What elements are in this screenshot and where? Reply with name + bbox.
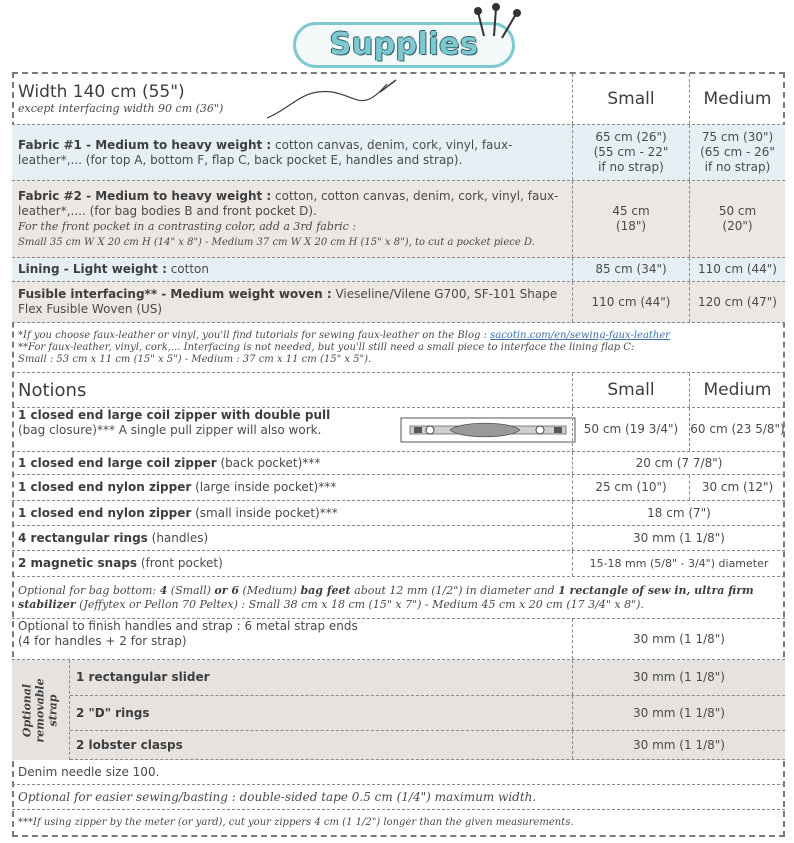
lining-row [12,258,785,282]
notions-medium-header: Medium [689,373,785,407]
fabric-footnote-row [12,323,785,373]
zipper-3-name: 1 closed end nylon zipper [18,480,192,494]
fabric-1-row [12,125,785,181]
zipper-3-small: 25 cm (10") [572,475,689,500]
feet-bold-2: or 6 [214,583,240,597]
size-small-header: Small [572,74,689,124]
zipper-2-value: 20 cm (7 7/8") [572,452,785,474]
zipper-1-small: 50 cm (19 3/4") [572,408,689,451]
thread-icon [262,78,402,122]
faux-leather-link[interactable]: sacotin.com/en/sewing-faux-leather [490,329,671,341]
footnote-interfacing: **For faux-leather, vinyl, cork,... Interfacing is not needed, but you'll still need a small piece to interface the lining flap C: [18,341,635,353]
fabric-1-small-3: if no strap) [598,160,664,174]
fabric-1-medium-3: if no strap) [704,160,771,174]
page-title: Supplies [329,27,479,62]
strap-item-row [70,731,785,760]
rings-desc: (handles) [147,530,209,545]
snaps-row [12,551,785,577]
zipper-2-desc: (back pocket)*** [216,455,321,470]
zipper-2-row [12,452,785,475]
rings-value: 30 mm (1 1/8") [572,526,785,550]
notions-footnote-row [12,810,785,835]
fusible-name: Fusible interfacing** - Medium weight woven : [18,287,332,301]
fabric-2-small-1: 45 cm [612,204,650,218]
fabric-1-small-1: 65 cm (26") [595,130,667,144]
feet-bold-1: 4 [159,583,168,597]
width-label: Width 140 cm (55") [18,82,185,102]
feet-text-1: Optional for bag bottom: [18,583,160,597]
notions-small-header: Small [572,373,689,407]
fabric-2-note-1: For the front pocket in a contrasting color, add a 3rd fabric : [18,220,357,233]
feet-text-2: (Small) [167,583,215,597]
zipper-4-desc: (small inside pocket)*** [191,505,338,520]
fabric-1-desc: cotton canvas, denim, cork, vinyl, faux-leather*,... (for top A, bottom F, flap C, back pocket E, handles and strap). [18,137,513,167]
fabric-2-row [12,181,785,258]
strap-ends-value: 30 mm (1 1/8") [572,619,785,659]
zipper-3-medium: 30 cm (12") [689,475,785,500]
fabric-1-name: Fabric #1 - Medium to heavy weight : [18,137,272,152]
fusible-medium: 120 cm (47") [689,282,785,322]
strap-item-value: 30 mm (1 1/8") [572,660,785,695]
strap-group-label [12,660,70,760]
strap-item-row [70,660,785,696]
interfacing-width-note: except interfacing width 90 cm (36") [18,102,224,115]
notions-title: Notions [18,379,87,401]
fabric-1-small-2: (55 cm - 22" [593,145,669,159]
snaps-desc: (front pocket) [137,556,223,570]
footnote-lining-flap: Small : 53 cm x 11 cm (15" x 5") - Medium : 37 cm x 11 cm (15" x 5"). [18,353,372,365]
zipper-icon [400,417,576,443]
zipper-1-medium: 60 cm (23 5/8") [689,408,785,451]
strap-ends-line-2: (4 for handles + 2 for strap) [18,634,187,648]
fabric-1-medium-1: 75 cm (30") [701,130,774,144]
feet-bold-4: 1 rectangle of sew in, ultra firm stabilizer [18,583,754,611]
fabric-2-name: Fabric #2 - Medium to heavy weight : [18,189,272,203]
zipper-4-value: 18 cm (7") [572,501,785,525]
strap-ends-line-1: Optional to finish handles and strap : 6 metal strap ends [18,619,358,633]
fusible-small: 110 cm (44") [572,282,689,322]
fusible-desc: Vieseline/Vilene G700, SF-101 Shape Flex Fusible Woven (US) [18,287,558,316]
strap-item-name: 2 lobster clasps [76,737,183,752]
tape-row [12,785,785,810]
zipper-4-name: 1 closed end nylon zipper [18,505,192,520]
strap-item-value: 30 mm (1 1/8") [572,731,785,759]
zipper-footnote: ***If using zipper by the meter (or yard), cut your zippers 4 cm (1 1/2") longer than the given measurements. [18,816,574,828]
needle-text: Denim needle size 100. [18,764,160,779]
strap-group-text: Optional removable strap [21,677,60,743]
feet-text-3: (Medium) [239,583,301,597]
size-medium-header: Medium [689,74,785,124]
fabric-1-medium-2: (65 cm - 26" [700,145,775,159]
fabric-2-medium-1: 50 cm [718,204,757,218]
fusible-row [12,282,785,323]
needle-row [12,760,785,785]
rings-name: 4 rectangular rings [18,530,148,545]
strap-item-value: 30 mm (1 1/8") [572,696,785,730]
snaps-value: 15-18 mm (5/8" - 3/4") diameter [572,551,785,576]
footnote-faux-leather: *If you choose faux-leather or vinyl, you'll find tutorials for sewing faux-leather on the Blog : [18,329,491,341]
strap-item-name: 1 rectangular slider [76,670,210,684]
zipper-1-name: 1 closed end large coil zipper with double pull [18,408,331,422]
snaps-name: 2 magnetic snaps [18,556,138,570]
zipper-1-desc: (bag closure)*** A single pull zipper will also work. [18,423,322,437]
rings-row [12,526,785,551]
feet-text-4: about 12 mm (1/2") in diameter and [350,583,559,597]
strap-item-row [70,696,785,731]
feet-text-5: (Jeffytex or Pellon 70 Peltex) : Small 38 cm x 18 cm (15" x 7") - Medium 45 cm x 20 cm (17 3/4" x 8"). [75,597,644,611]
zipper-3-desc: (large inside pocket)*** [191,480,337,494]
fabric-header-row [12,74,785,125]
bag-feet-row [12,577,785,619]
strap-item-name: 2 "D" rings [76,705,150,720]
zipper-2-name: 1 closed end large coil zipper [18,455,217,470]
pins-icon [470,2,530,42]
strap-ends-row [12,619,785,660]
tape-text: Optional for easier sewing/basting : double-sided tape 0.5 cm (1/4") maximum width. [18,789,537,804]
lining-desc: cotton [166,262,209,276]
lining-small: 85 cm (34") [572,258,689,281]
fabric-2-small-2: (18") [615,219,647,233]
fabric-2-note-2: Small 35 cm W X 20 cm H (14" x 8") - Medium 37 cm W X 20 cm H (15" x 8"), to cut a pocket piece D. [18,237,535,248]
zipper-3-row [12,475,785,501]
notions-header-row [12,373,785,408]
zipper-4-row [12,501,785,526]
feet-bold-3: bag feet [300,583,351,597]
lining-medium: 110 cm (44") [689,258,785,281]
fabric-2-desc: cotton, cotton canvas, denim, cork, vinyl, faux-leather*,.... (for bag bodies B and front pocket D). [18,189,559,218]
zipper-1-row [12,408,785,452]
lining-name: Lining - Light weight : [18,262,167,276]
fabric-2-medium-2: (20") [722,219,753,233]
header [0,0,794,72]
